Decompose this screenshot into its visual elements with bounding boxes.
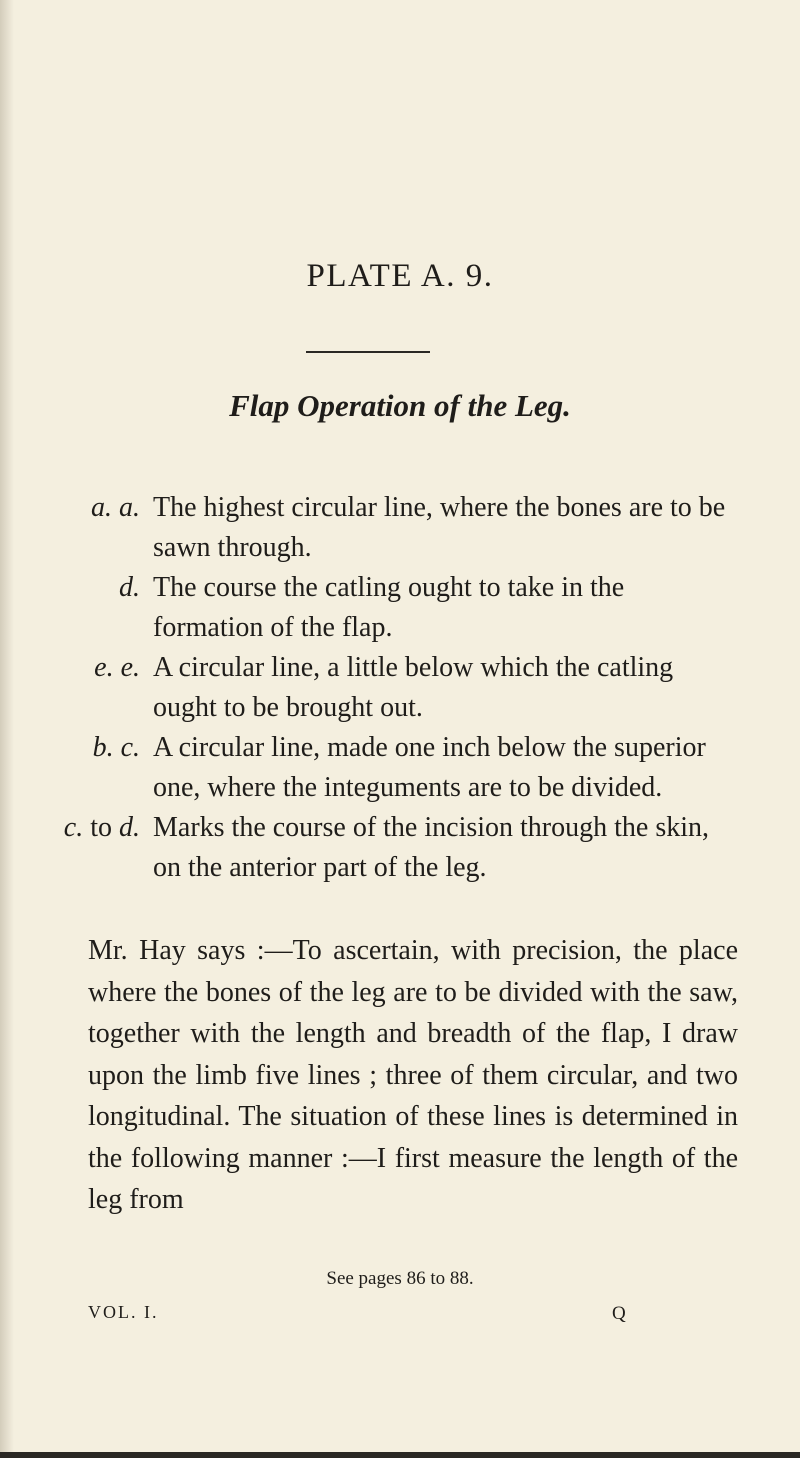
legend-item <box>0 488 800 568</box>
legend-key: c. to d. <box>63 812 140 843</box>
legend-text: Marks the course of the incision through the skin, on the anterior part of the leg. <box>153 812 710 883</box>
legend-item <box>0 728 800 808</box>
plate-title: PLATE A. 9. <box>306 258 494 294</box>
plate-legend <box>0 488 800 888</box>
page-bottom-edge <box>0 1452 800 1458</box>
legend-text: A circular line, made one inch below the superior one, where the integuments are to be divided. <box>153 732 706 803</box>
legend-item <box>0 808 800 888</box>
title-rule <box>306 351 430 353</box>
legend-text: The course the catling ought to take in the formation of the flap. <box>153 572 625 643</box>
gathering-mark: Q <box>612 1303 626 1324</box>
legend-text: A circular line, a little below which the catling ought to be brought out. <box>153 652 674 723</box>
volume-signature: VOL. I. <box>88 1302 159 1322</box>
legend-key: d. <box>119 572 140 603</box>
plate-subtitle: Flap Operation of the Leg. <box>229 388 571 423</box>
legend-text: The highest circular line, where the bones are to be sawn through. <box>153 492 726 563</box>
legend-key: e. e. <box>94 652 140 683</box>
footnote: See pages 86 to 88. <box>326 1268 474 1289</box>
body-paragraph: Mr. Hay says :—To ascertain, with precision, the place where the bones of the leg are to be divided with the saw, together with the length and breadth of the flap, I draw upon the limb five lines ; three of them circular, and two longitudinal. The situation of these lines is determined in the following manner :—I first measure the length of the leg from <box>88 935 738 1215</box>
legend-item <box>0 568 800 648</box>
legend-key: b. c. <box>92 732 140 763</box>
legend-key: a. a. <box>91 492 140 523</box>
legend-item <box>0 648 800 728</box>
